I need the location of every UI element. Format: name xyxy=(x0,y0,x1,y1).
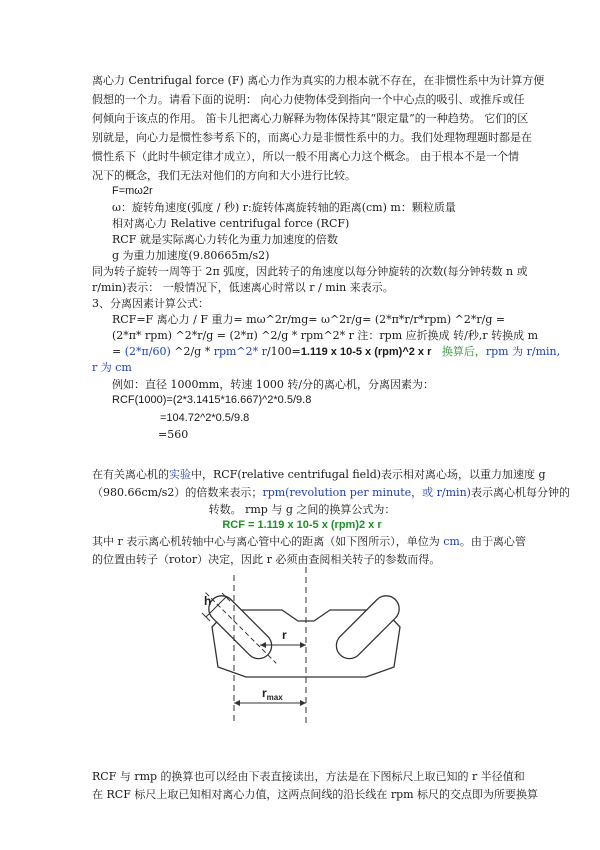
paragraph-line: 离心力 Centrifugal force (F) 离心力作为真实的力根本就不存在，在非惯性系中为计算方便 xyxy=(92,74,545,87)
paragraph-text: 。由于离心管 xyxy=(459,535,526,548)
calc-text: = xyxy=(112,345,125,358)
paragraph-text: 在有关离心机的 xyxy=(92,468,169,481)
definition-rcf: RCF 就是实际离心力转化为重力加速度的倍数 xyxy=(112,233,338,246)
formula-centrifugal-force: F=mω2r xyxy=(112,185,153,197)
paragraph-line: 惯性系下（此时牛顿定律才成立），所以一般不用离心力这个概念。 由于根本不是一个情 xyxy=(92,150,519,163)
paragraph-line xyxy=(92,466,546,483)
label-rmax: $r_{max}$ xyxy=(262,686,283,702)
example-intro: 例如：直径 1000mm，转速 1000 转/分的离心机，分离因素为： xyxy=(112,378,435,391)
paragraph-line: r/min)表示： 一般情况下，低速离心时常以 r / min 来表示。 xyxy=(92,281,394,294)
label-r: r xyxy=(282,628,287,642)
right-tube xyxy=(331,590,405,664)
calc-result: 1.119 x 10-5 x (rpm)^2 x r xyxy=(300,346,432,358)
definition-rcf-name: 相对离心力 Relative centrifugal force (RCF) xyxy=(112,217,350,230)
paragraph-text: 其中 r 表示离心机转轴中心与离心管中心的距离（如下图所示），单位为 xyxy=(92,535,444,548)
definition-omega: ω：旋转角速度(弧度 / 秒) r:旋转体离旋转轴的距离(cm) m：颗粒质量 xyxy=(112,201,456,214)
calc-text: ^2/g * xyxy=(170,345,214,358)
label-h: h xyxy=(204,594,212,608)
paragraph-line: 同为转子旋转一周等于 2π 弧度，因此转子的角速度以每分钟旋转的次数(每分钟转数 n 或 xyxy=(92,265,528,278)
experiment-link[interactable]: 实验 xyxy=(169,468,191,481)
rpm-definition: rpm(revolution per minute，或 r/min) xyxy=(262,486,471,499)
calc-text: /100= xyxy=(266,345,301,358)
paragraph-line: 别就是，向心力是惯性参考系下的，而离心力是非惯性系中的力。我们处理物理题时都是在 xyxy=(92,131,532,144)
paragraph-line: 何倾向于该点的作用。 笛卡儿把离心力解释为物体保持其“限定量”的一种趋势。 它们的区 xyxy=(92,112,529,125)
rcf-formula: RCF = 1.119 x 10-5 x (rpm)2 x r xyxy=(222,519,382,531)
paragraph-text: （980.66cm/s2）的倍数来表示； xyxy=(92,486,263,499)
paragraph-line: RCF 与 rmp 的换算也可以经由下表直接读出，方法是在下图标尺上取已知的 r 半径值和 xyxy=(92,770,525,783)
paragraph-line: 的位置由转子（rotor）决定，因此 r 必须由查阅相关转子的参数而得。 xyxy=(92,553,441,566)
calc-highlight: rpm^2* r xyxy=(213,345,267,358)
calc-line-2: (2*π* rpm) ^2*r/g = (2*π) ^2/g * rpm^2* r 注：rpm 应折换成 转/秒,r 转换成 m xyxy=(112,329,539,342)
paragraph-line: 假想的一个力。请看下面的说明： 向心力使物体受到指向一个中心点的吸引、或推斥或任 xyxy=(92,93,525,106)
definition-g: g 为重力加速度(9.80665m/s2) xyxy=(112,249,270,262)
paragraph-line: 况下的概念，我们无法对他们的方向和大小进行比较。 xyxy=(92,169,356,182)
section-title: 3、分离因素计算公式： xyxy=(92,297,209,310)
paragraph-line xyxy=(92,484,570,501)
calc-line-1: RCF=F 离心力 / F 重力= mω^2r/mg= ω^2r/g= (2*π*r/r*rpm) ^2*r/g = xyxy=(112,313,506,326)
calc-note: 换算后， xyxy=(441,345,486,358)
example-line-3: =560 xyxy=(158,428,189,441)
example-line-1: RCF(1000)=(2*3.1415*16.667)^2*0.5/9.8 xyxy=(112,394,312,406)
paragraph-line: 转数。 rmp 与 g 之间的换算公式为： xyxy=(208,503,396,516)
rotor-diagram xyxy=(190,565,430,725)
calc-line-4: r 为 cm xyxy=(92,361,132,374)
calc-highlight: (2*π/60) xyxy=(124,345,171,358)
paragraph-line: 在 RCF 标尺上取已知相对离心力值，这两点间线的沿长线在 rpm 标尺的交点即为所要换算 xyxy=(92,788,539,801)
calc-note-units: rpm 为 r/min, xyxy=(485,345,561,358)
paragraph-line xyxy=(92,533,526,550)
paragraph-text: 中，RCF(relative centrifugal field)表示相对离心场，以重力加速度 g xyxy=(191,468,546,481)
unit-cm: cm xyxy=(443,535,460,548)
paragraph-text: 表示离心机每分钟的 xyxy=(470,486,570,499)
example-line-2: =104.72^2*0.5/9.8 xyxy=(160,412,250,424)
